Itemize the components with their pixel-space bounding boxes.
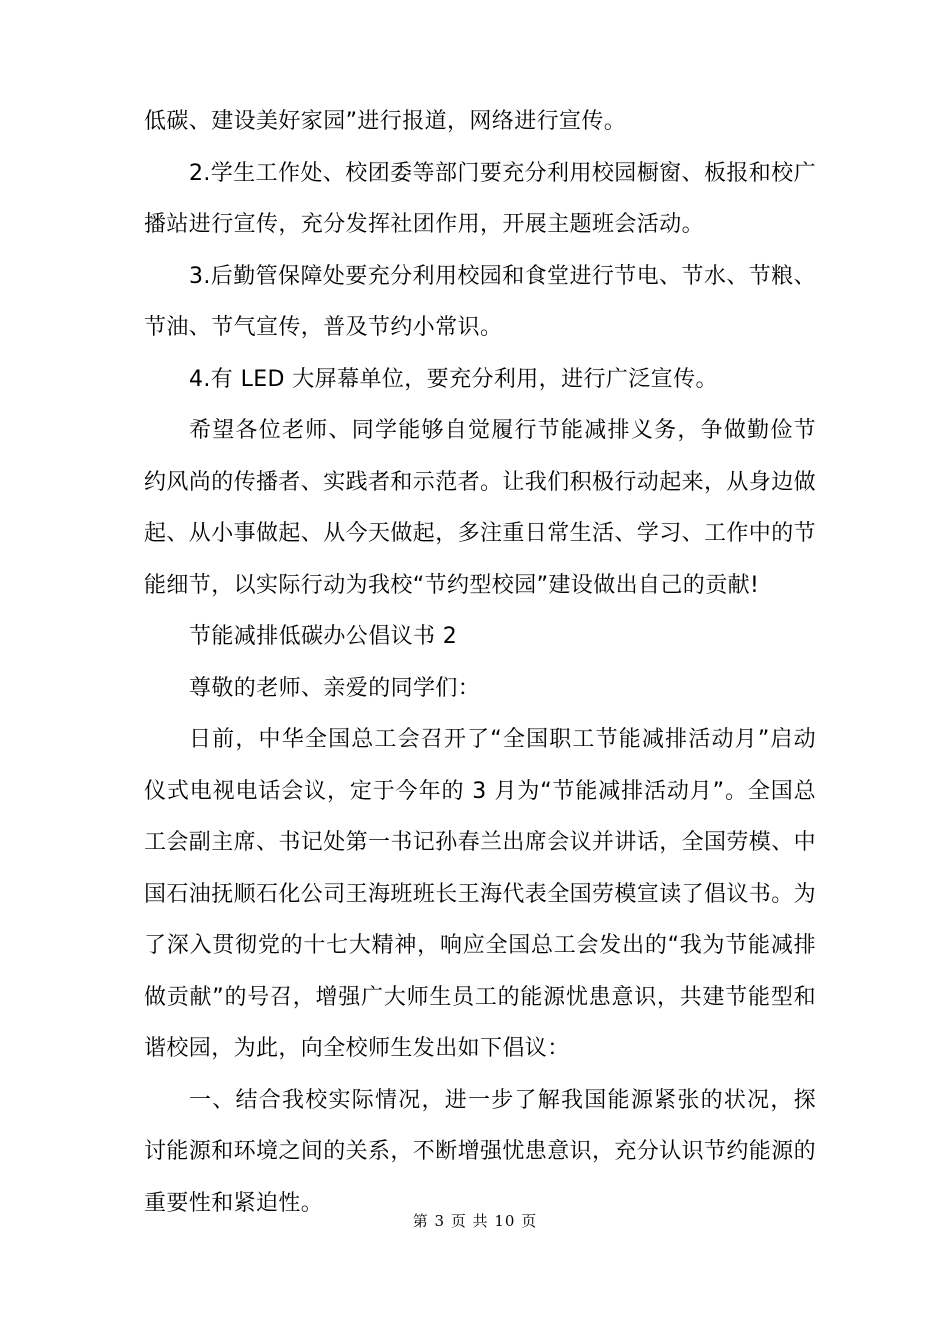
paragraph-item-3: 3.后勤管保障处要充分利用校园和食堂进行节电、节水、节粮、节油、节气宣传，普及节约小常识。 xyxy=(144,263,816,340)
paragraph-continuation: 低碳、建设美好家园”进行报道，网络进行宣传。 xyxy=(144,109,627,134)
paragraph-item-2: 2.学生工作处、校团委等部门要充分利用校园橱窗、板报和校广播站进行宣传，充分发挥社团作用，开展主题班会活动。 xyxy=(144,160,816,237)
paragraph-point-1: 一、结合我校实际情况，进一步了解我国能源紧张的状况，探讨能源和环境之间的关系，不断增强忧患意识，充分认识节约能源的重要性和紧迫性。 xyxy=(144,1087,817,1216)
section-title: 节能减排低碳办公倡议书 2 xyxy=(189,624,458,649)
paragraph-item-4: 4.有 LED 大屏幕单位，要充分利用，进行广泛宣传。 xyxy=(189,366,718,392)
salutation: 尊敬的老师、亲爱的同学们： xyxy=(189,675,481,701)
paragraph-intro: 日前，中华全国总工会召开了“全国职工节能减排活动月”启动仪式电视电话会议，定于今年的 3 月为“节能减排活动月”。全国总工会副主席、书记处第一书记孙春兰出席会议并讲话，全国劳模、中国石油抚顺石化公司王海班班长王海代表全国劳模宣读了倡议书。为了深入贯彻党的十七大精神，响应全国总工会发出的“我为节能减排做贡献”的号召，增强广大师生员工的能源忧患意识，共建节能型和谐校园，为此，向全校师生发出如下倡议： xyxy=(144,727,817,1061)
page-number-footer: 第 3 页 共 10 页 xyxy=(412,1212,538,1230)
document-body xyxy=(144,96,816,1229)
paragraph-closing: 希望各位老师、同学能够自觉履行节能减排义务，争做勤俭节约风尚的传播者、实践者和示范者。让我们积极行动起来，从身边做起、从小事做起、从今天做起，多注重日常生活、学习、工作中的节能细节，以实际行动为我校“节约型校园”建设做出自己的贡献! xyxy=(144,418,817,598)
